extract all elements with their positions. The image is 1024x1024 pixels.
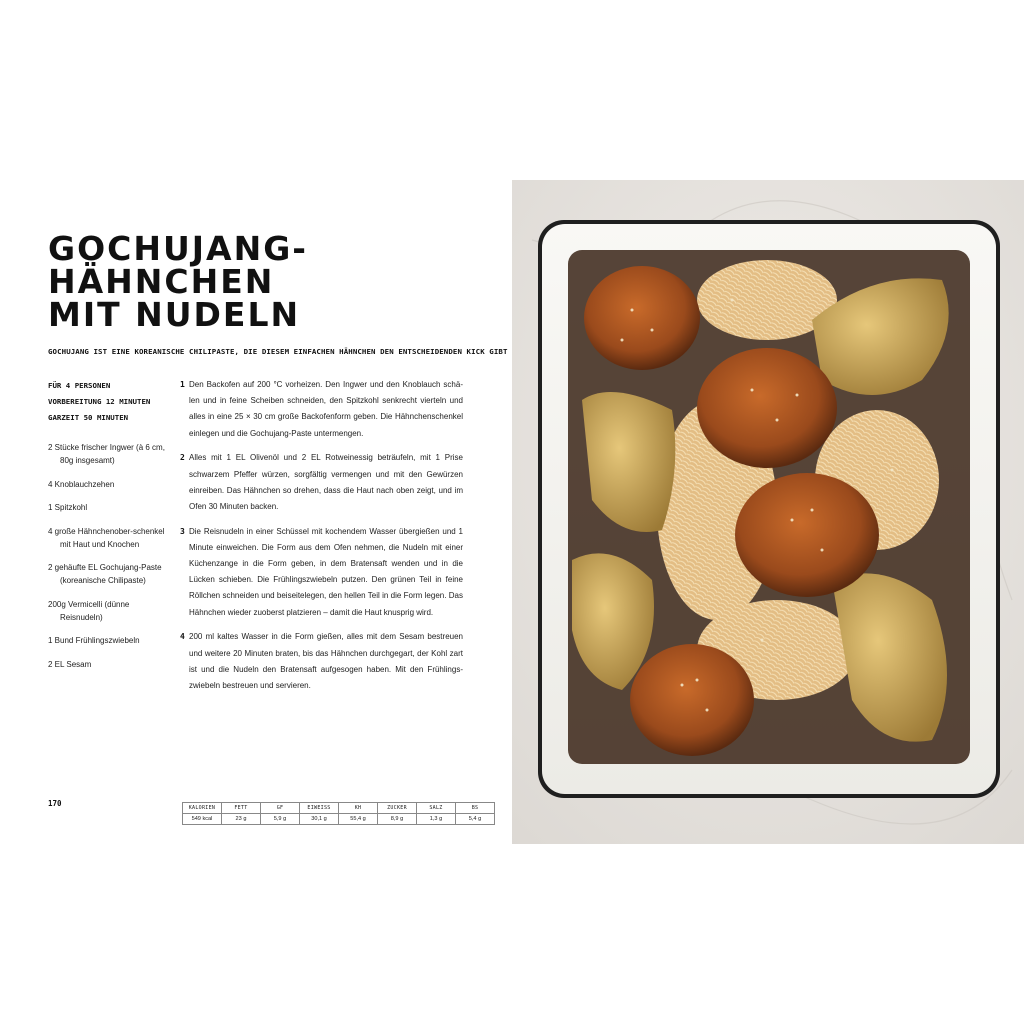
page-number: 170 [48, 799, 62, 808]
ingredient-item: 2 gehäufte EL Gochujang-Paste (koreanische Chilipaste) [48, 563, 162, 585]
title-line-2: HÄHNCHEN [48, 262, 275, 301]
roasted-gochujang-chicken-dish-photo [512, 180, 1024, 844]
method-step [180, 524, 463, 621]
cook-time: GARZEIT 50 MINUTEN [48, 413, 129, 422]
ingredient-item: 4 große Hähnchenober-schenkel mit Haut und Knochen [48, 526, 165, 549]
nutrition-header: ZUCKER [378, 803, 417, 814]
method-step [180, 450, 463, 515]
prep-time: VORBEREITUNG 12 MINUTEN [48, 397, 151, 406]
nutrition-header: GF [261, 803, 300, 814]
step-text: Alles mit 1 EL Olivenöl und 2 EL Rotweinessig beträufeln, mit 1 Prise schwarzem Pfeffer würzen, sorgfältig vermengen und mit den Gewürzen einreiben. Das Hähnchen so drehen, dass die Haut nach oben zeigt, und im Ofen 30 Minuten backen. [189, 453, 463, 511]
nutrition-header: KALORIEN [183, 803, 222, 814]
ingredient-item: 200g Vermicelli (dünne Reisnudeln) [48, 599, 130, 622]
step-number: 4 [180, 632, 185, 642]
ingredient-item: 2 Stücke frischer Ingwer (à 6 cm, 80g insgesamt) [48, 443, 165, 465]
nutrition-value: 55,4 g [339, 814, 378, 825]
nutrition-header: KH [339, 803, 378, 814]
nutrition-header: SALZ [417, 803, 456, 814]
nutrition-value: 30,1 g [300, 814, 339, 825]
method-step [180, 377, 463, 442]
step-number: 1 [180, 380, 185, 389]
nutrition-header: FETT [222, 803, 261, 814]
ingredient-item: 4 Knoblauchzehen [48, 479, 115, 489]
title-line-3: MIT NUDELN [48, 295, 301, 334]
nutrition-value: 1,3 g [417, 814, 456, 825]
ingredient-item: 1 Spitzkohl [48, 503, 88, 512]
nutrition-value: 23 g [222, 814, 261, 825]
nutrition-value: 549 kcal [183, 814, 222, 825]
nutrition-header: EIWEISS [300, 803, 339, 814]
step-text: Den Backofen auf 200 °C vorheizen. Den Ingwer und den Knoblauch schä-len und in feine Scheiben schneiden, den Spitzkohl senkrecht vierteln und alles in eine 25 × 30 cm große Backofenform geben. Die Hähnchenschenkel einlegen und die Gochujang-Paste untermengen. [189, 380, 463, 438]
nutrition-value: 5,9 g [261, 814, 300, 825]
ingredient-list [48, 441, 168, 681]
recipe-title [48, 229, 308, 334]
step-text: Die Reisnudeln in einer Schüssel mit kochendem Wasser übergießen und 1 Minute einweichen. Die Form aus dem Ofen nehmen, die Nudeln mit einer Küchenzange in die Form geben, in dem Bratensaft wenden und in die Lücken schieben. Die Frühlingszwiebeln putzen. Den grünen Teil in feine Röllchen schneiden und beiseitelegen, den hellen Teil in die Form legen. Das Hähnchen wieder zuoberst platzieren – damit die Haut knusprig wird. [189, 526, 463, 617]
nutrition-table [182, 802, 495, 825]
ingredient-item: 1 Bund Frühlingszwiebeln [48, 636, 140, 645]
servings: FÜR 4 PERSONEN [48, 381, 111, 390]
nutrition-value-row [183, 814, 495, 825]
nutrition-value: 8,9 g [378, 814, 417, 825]
recipe-subtitle: GOCHUJANG IST EINE KOREANISCHE CHILIPASTE, DIE DIESEM EINFACHEN HÄHNCHEN DEN ENTSCHEIDENDEN KICK GIBT [48, 347, 508, 356]
nutrition-header-row [183, 803, 495, 814]
ingredient-item: 2 EL Sesam [48, 659, 92, 669]
step-number: 2 [180, 453, 185, 463]
method-steps [180, 377, 463, 703]
step-number: 3 [180, 526, 185, 536]
nutrition-header: BS [456, 803, 495, 814]
recipe-meta [48, 378, 150, 426]
step-text: 200 ml kaltes Wasser in die Form gießen, alles mit dem Sesam bestreuen und weitere 20 Minuten braten, bis das Hähnchen durchgegart, der Kohl zart ist und die Nudeln den Bratensaft aufgesogen haben. Mit den Frühlings-zwiebeln bestreuen und servieren. [189, 632, 463, 690]
title-line-1: GOCHUJANG- [48, 229, 308, 268]
method-step [180, 629, 463, 694]
nutrition-value: 5,4 g [456, 814, 495, 825]
